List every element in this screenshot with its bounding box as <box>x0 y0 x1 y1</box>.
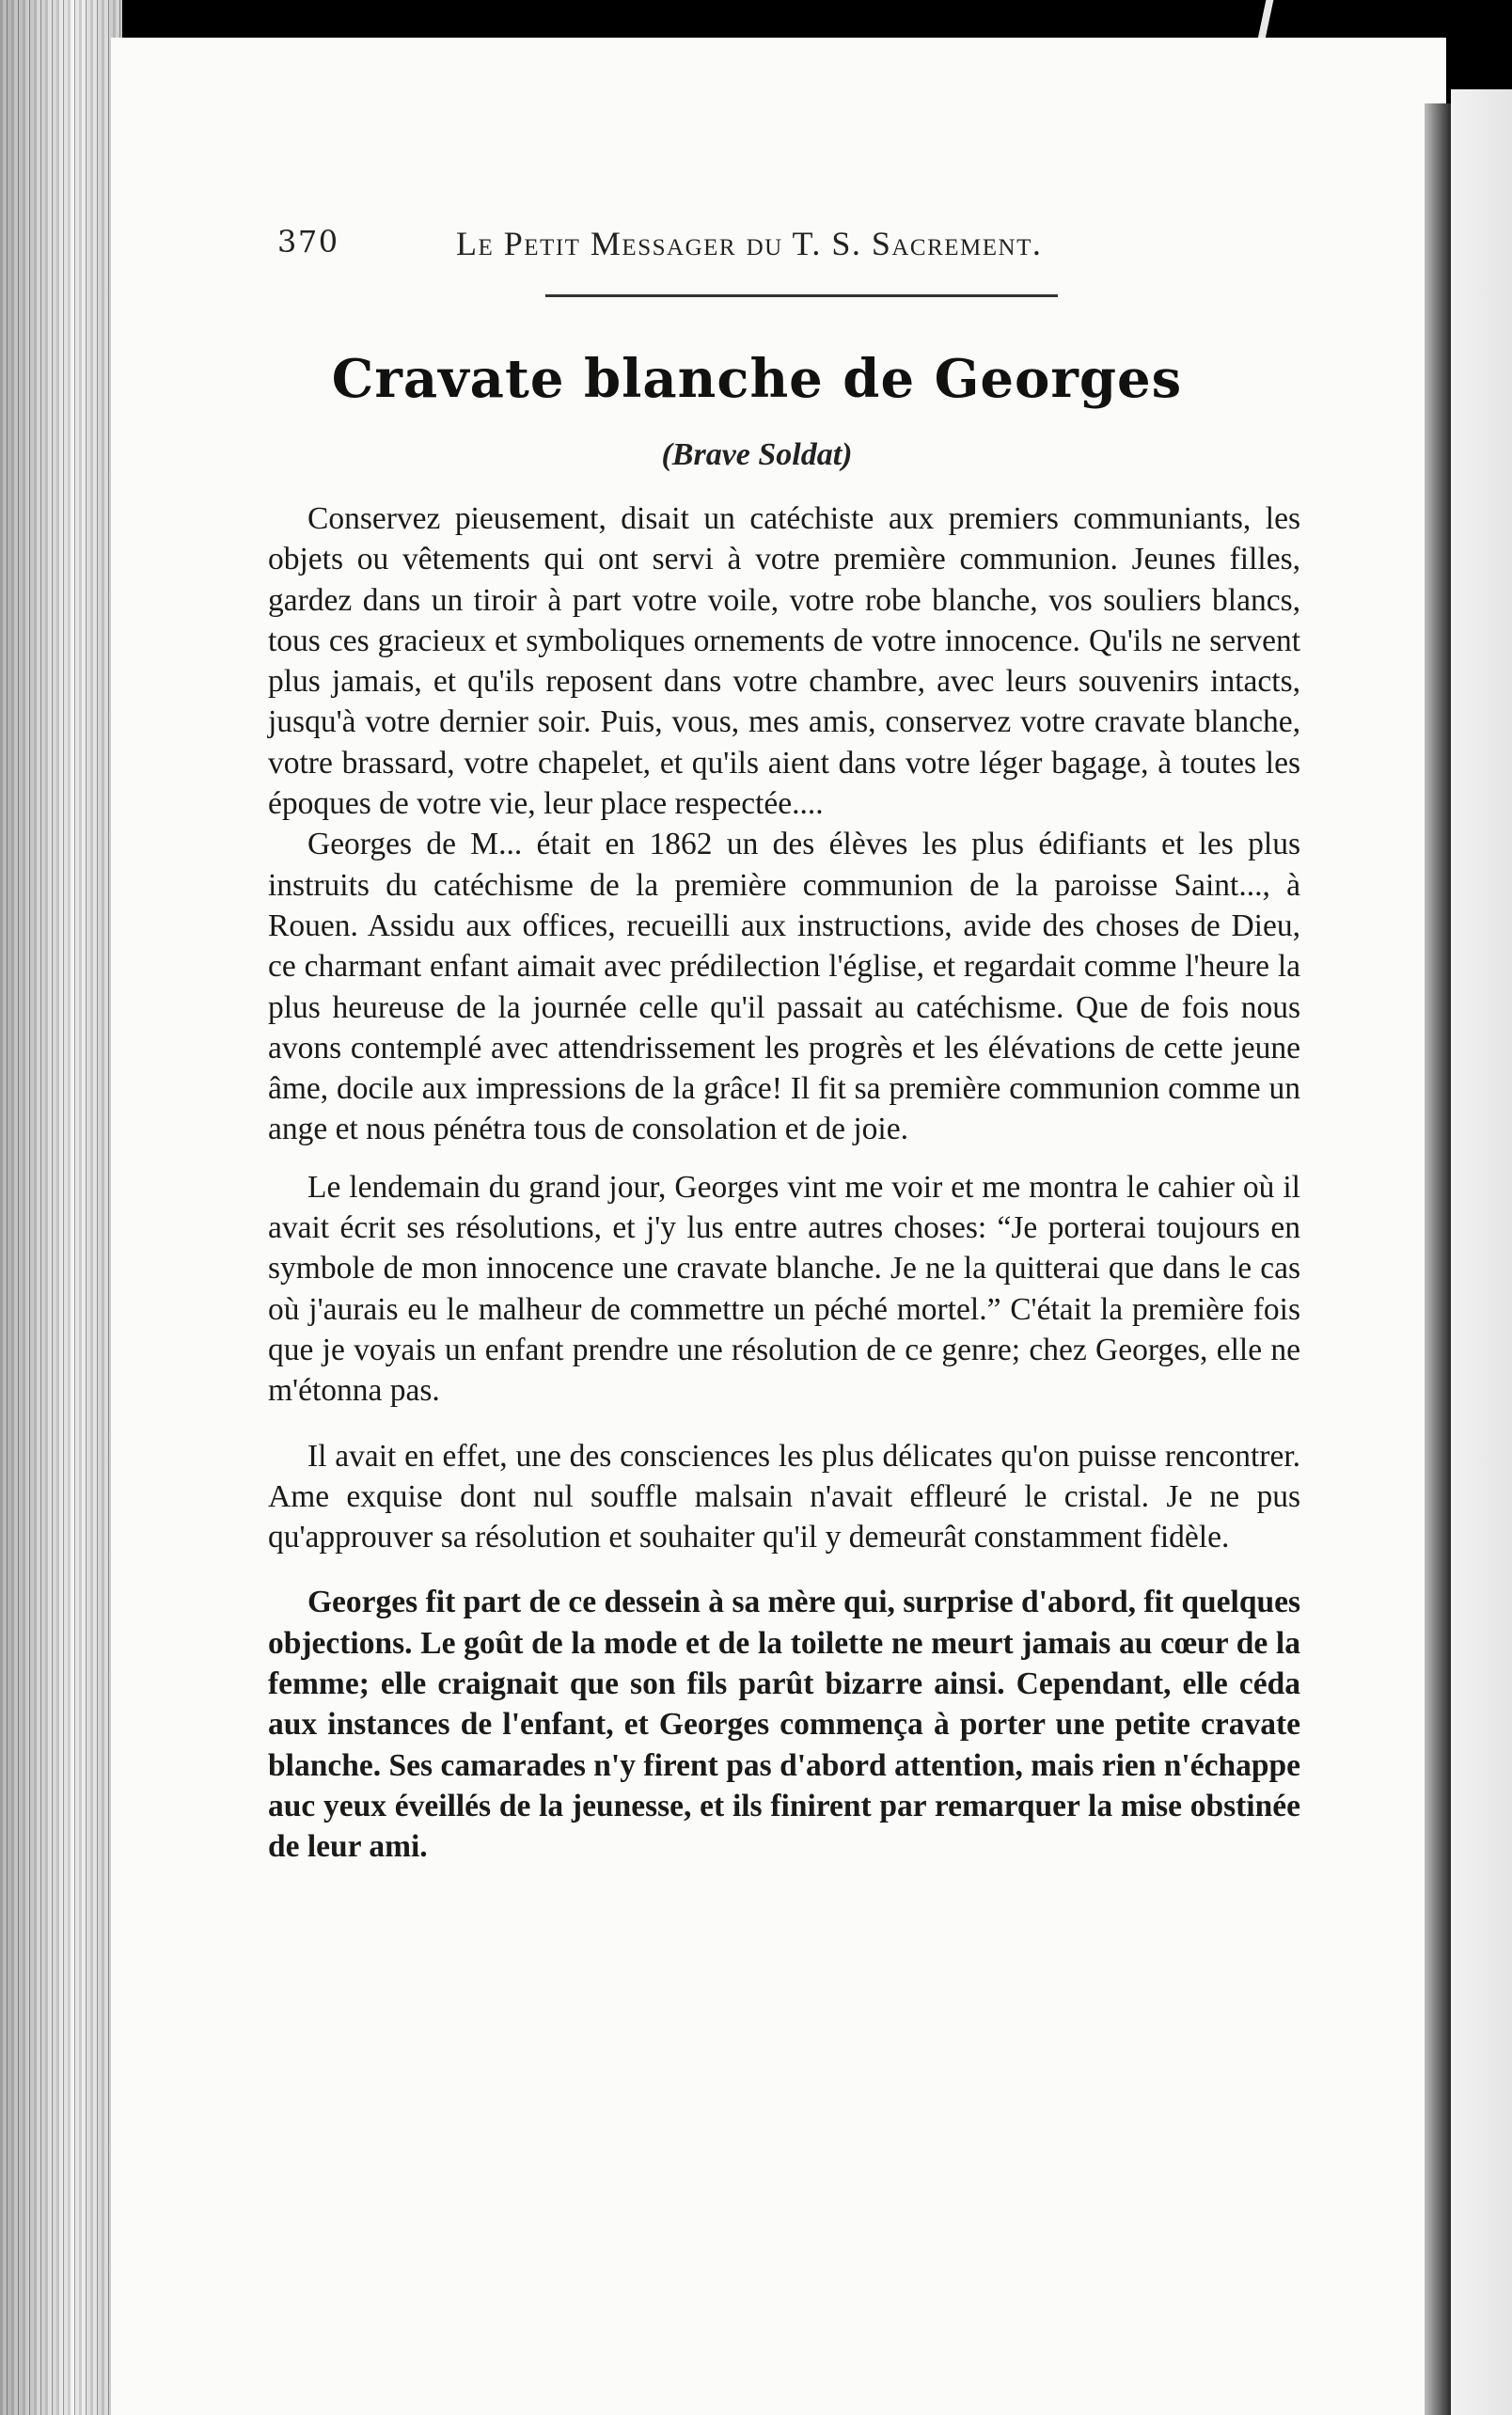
paragraph-5: Georges fit part de ce dessein à sa mère qui, surprise d'abord, fit quelques objections. Le goût de la mode et de la toilette ne meurt jamais au cœur de la femme; elle craignait que son fils parût bizarre ainsi. Cependant, elle céda aux instances de l'enfant, et Georges commença à porter une petite cravate blanche. Ses camarades n'y firent pas d'abord attention, mais rien n'échappe auc yeux éveillés de la jeunesse, et ils finirent par remarquer la mise obstinée de leur ami. <box>268 1585 1300 1865</box>
article-body <box>268 498 1300 1868</box>
paragraph-1: Conservez pieusement, disait un catéchiste aux premiers communiants, les objets ou vêtements qui ont servi à votre première communion. Jeunes filles, gardez dans un tiroir à part votre voile, votre robe blanche, vos souliers blancs, tous ces gracieux et symboliques ornements de votre innocence. Qu'ils ne servent plus jamais, et qu'ils reposent dans votre chambre, avec leurs souvenirs intacts, jusqu'à votre dernier soir. Puis, vous, mes amis, conservez votre cravate blanche, votre brassard, votre chapelet, et qu'ils aient dans votre léger bagage, à toutes les époques de votre vie, leur place respectée.... <box>268 501 1300 822</box>
next-page-sliver <box>1451 89 1512 2415</box>
page-number: 370 <box>277 224 339 260</box>
page-header <box>277 224 1312 290</box>
page-edges-shadow <box>0 0 122 2415</box>
paragraph-3: Le lendemain du grand jour, Georges vint me voir et me montra le cahier où il avait écrit ses résolutions, et j'y lus entre autres choses: “Je porterai toujours en symbole de mon innocence une cravate blanche. Je ne la quitterai que dans le cas où j'aurais eu le malheur de commettre un péché mortel.” C'était la première fois que je voyais un enfant prendre une résolution de ce genre; chez Georges, elle ne m'étonna pas. <box>268 1169 1300 1409</box>
running-title: Le Petit Messager du T. S. Sacrement. <box>456 225 1043 262</box>
gutter-shadow <box>1425 103 1451 2415</box>
header-rule <box>545 294 1058 297</box>
paragraph-4: Il avait en effet, une des consciences les plus délicates qu'on puisse rencontrer. Ame exquise dont nul souffle malsain n'avait effleuré le cristal. Je ne pus qu'approuver sa résolution et souhaiter qu'il y demeurât constamment fidèle. <box>268 1438 1300 1555</box>
article-subtitle: (Brave Soldat) <box>661 437 853 472</box>
article-title: Cravate blanche de Georges <box>331 348 1183 410</box>
paragraph-2: Georges de M... était en 1862 un des élèves les plus édifiants et les plus instruits du catéchisme de la première communion de la paroisse Saint..., à Rouen. Assidu aux offices, recueilli aux instructions, avide des choses de Dieu, ce charmant enfant aimait avec prédilection l'église, et regardait comme l'heure la plus heureuse de la journée celle qu'il passait au catéchisme. Que de fois nous avons contemplé avec attendrissement les progrès et les élévations de cette jeune âme, docile aux impressions de la grâce! Il fit sa première communion comme un ange et nous pénétra tous de consolation et de joie. <box>268 827 1300 1147</box>
